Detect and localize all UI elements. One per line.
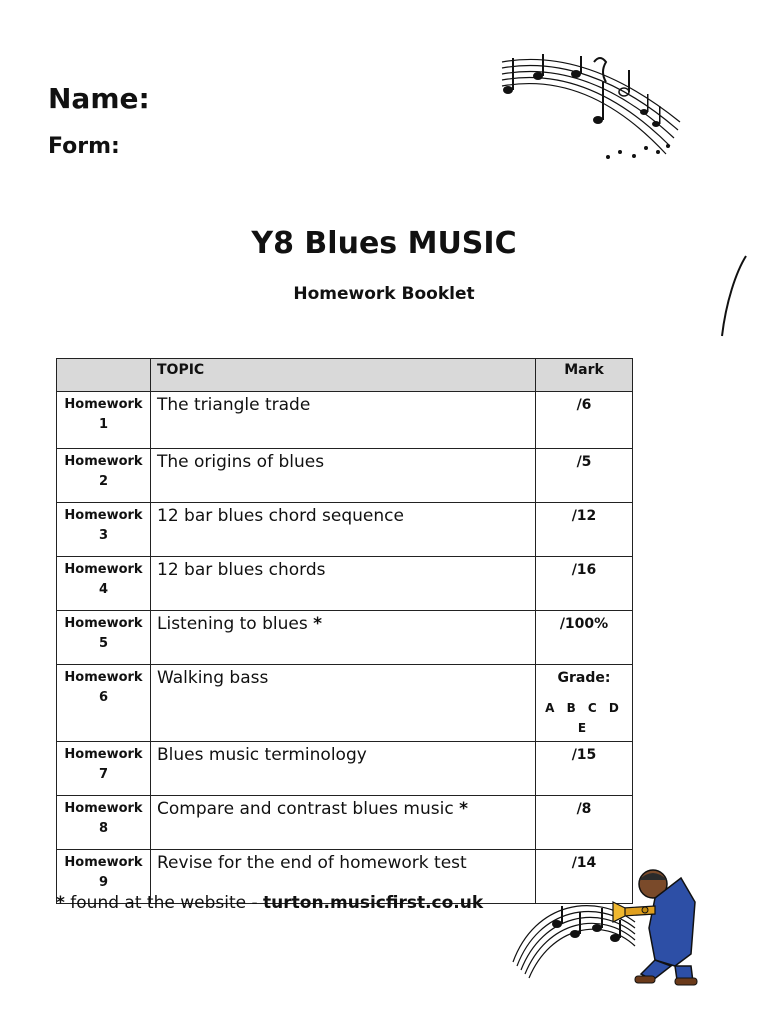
homework-mark: /8 (536, 796, 633, 850)
homework-topic: Walking bass (151, 665, 536, 742)
table-row (57, 557, 633, 611)
header-topic: TOPIC (151, 359, 536, 392)
trumpet-player-icon (505, 862, 705, 987)
homework-mark: /15 (536, 742, 633, 796)
homework-topic: The origins of blues (151, 449, 536, 503)
homework-number: Homework 8 (57, 796, 151, 850)
table-row (57, 503, 633, 557)
homework-topic: 12 bar blues chords (151, 557, 536, 611)
footer-star: * (56, 893, 65, 913)
homework-mark: /16 (536, 557, 633, 611)
page-title: Y8 Blues MUSIC (251, 226, 517, 261)
homework-topic: Blues music terminology (151, 742, 536, 796)
homework-topic: Revise for the end of homework test (151, 850, 536, 904)
homework-topic: Compare and contrast blues music * (151, 796, 536, 850)
homework-topic: Listening to blues * (151, 611, 536, 665)
name-label: Name: (48, 82, 150, 115)
homework-number: Homework 4 (57, 557, 151, 611)
footer-note (56, 893, 483, 913)
header-homework (57, 359, 151, 392)
homework-topic: 12 bar blues chord sequence (151, 503, 536, 557)
page-subtitle: Homework Booklet (293, 284, 475, 304)
homework-number: Homework 3 (57, 503, 151, 557)
homework-mark: /12 (536, 503, 633, 557)
website-star-marker: * (313, 614, 323, 634)
homework-number: Homework 9 (57, 850, 151, 904)
homework-table (56, 358, 633, 904)
homework-mark (536, 665, 633, 742)
pen-stroke-icon (714, 252, 754, 342)
homework-mark: /14 (536, 850, 633, 904)
website-star-marker: * (459, 799, 468, 819)
table-row (57, 449, 633, 503)
table-row (57, 665, 633, 742)
table-row (57, 742, 633, 796)
table-row (57, 392, 633, 449)
homework-mark: /100% (536, 611, 633, 665)
grade-options: A B C D E (545, 701, 623, 735)
homework-mark: /6 (536, 392, 633, 449)
homework-number: Homework 5 (57, 611, 151, 665)
music-notes-stave-icon (498, 52, 688, 167)
table-row (57, 611, 633, 665)
homework-number: Homework 1 (57, 392, 151, 449)
homework-number: Homework 6 (57, 665, 151, 742)
footer-text: found at the website - (70, 893, 258, 913)
form-label: Form: (48, 134, 120, 159)
homework-number: Homework 7 (57, 742, 151, 796)
homework-mark: /5 (536, 449, 633, 503)
header-mark: Mark (536, 359, 633, 392)
website-link[interactable]: turton.musicfirst.co.uk (263, 893, 484, 913)
table-row (57, 796, 633, 850)
grade-label: Grade: (557, 670, 611, 686)
homework-number: Homework 2 (57, 449, 151, 503)
table-header-row (57, 359, 633, 392)
homework-topic: The triangle trade (151, 392, 536, 449)
